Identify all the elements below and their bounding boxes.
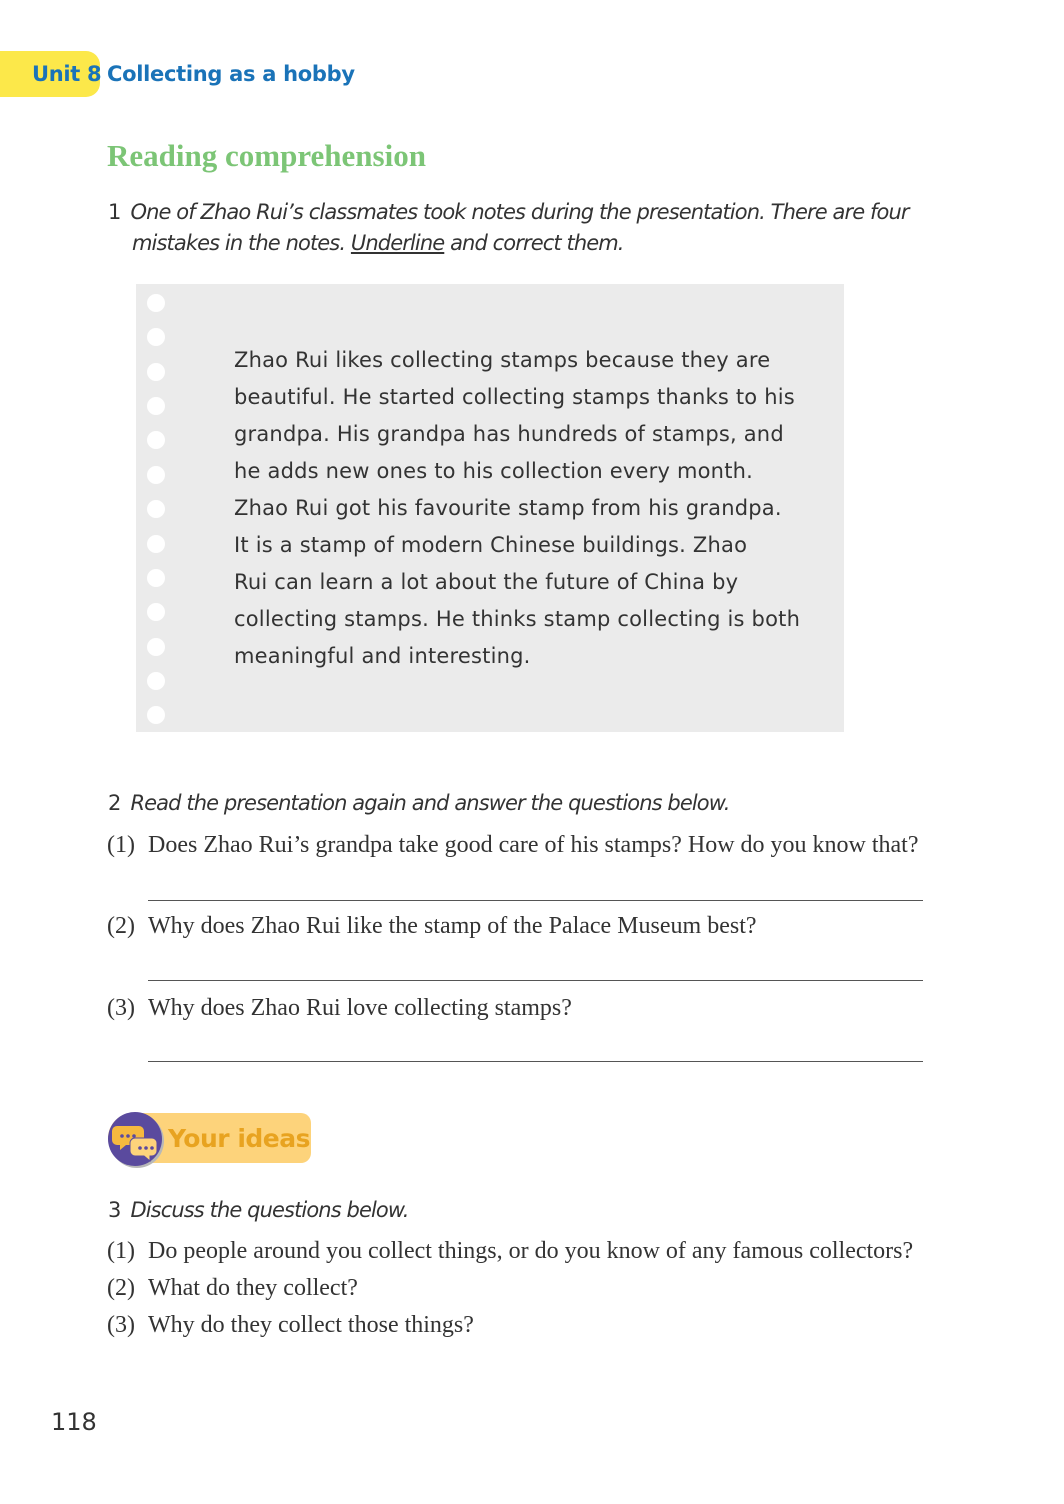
binder-hole (147, 363, 165, 381)
question-number: (2) (107, 1275, 135, 1301)
task2-question-2 (107, 913, 757, 940)
task1-text-after: and correct them. (450, 231, 624, 255)
notes-line: Rui can learn a lot about the future of China by (234, 570, 739, 594)
notes-box (136, 284, 844, 732)
notes-line: grandpa. His grandpa has hundreds of stamps, and (234, 422, 784, 446)
unit-label: Unit 8 (32, 62, 102, 86)
answer-line-2[interactable] (148, 980, 923, 981)
underline-word: Underline (350, 231, 445, 255)
task2-instruction (108, 788, 729, 819)
binder-hole (147, 328, 165, 346)
task2-question-3 (107, 995, 572, 1022)
binder-hole (147, 431, 165, 449)
task3-instruction (108, 1195, 409, 1226)
question-number: (2) (107, 913, 135, 939)
notes-line: collecting stamps. He thinks stamp collecting is both (234, 607, 801, 631)
binder-hole (147, 569, 165, 587)
your-ideas-label: Your ideas (168, 1124, 310, 1153)
task1-text-line2: mistakes in the notes. (132, 231, 346, 255)
notes-line: meaningful and interesting. (234, 644, 531, 668)
question-text: What do they collect? (148, 1275, 358, 1301)
question-number: (1) (107, 832, 135, 858)
task3-question-1 (107, 1238, 913, 1265)
question-number: (3) (107, 995, 135, 1021)
task1-number: 1 (108, 200, 121, 224)
binder-hole (147, 294, 165, 312)
notes-line: It is a stamp of modern Chinese buildings. Zhao (234, 533, 748, 557)
question-text: Do people around you collect things, or do you know of any famous collectors? (148, 1238, 914, 1264)
question-text: Does Zhao Rui’s grandpa take good care of his stamps? How do you know that? (148, 832, 919, 858)
task1-instruction-line2 (132, 228, 624, 259)
binder-hole (147, 535, 165, 553)
notes-line: beautiful. He started collecting stamps thanks to his (234, 385, 795, 409)
binder-hole (147, 638, 165, 656)
binder-hole (147, 706, 165, 724)
task3-question-3 (107, 1312, 474, 1339)
notes-text (234, 342, 819, 675)
binder-hole (147, 500, 165, 518)
task3-number: 3 (108, 1198, 121, 1222)
answer-line-1[interactable] (148, 900, 923, 901)
question-text: Why do they collect those things? (148, 1312, 474, 1338)
task3-question-2 (107, 1275, 358, 1302)
task2-text: Read the presentation again and answer the questions below. (130, 791, 730, 815)
notes-line: Zhao Rui got his favourite stamp from his grandpa. (234, 496, 782, 520)
task1-text: One of Zhao Rui’s classmates took notes during the presentation. There are four (130, 200, 909, 224)
binder-hole (147, 466, 165, 484)
task2-number: 2 (108, 791, 121, 815)
notes-line: Zhao Rui likes collecting stamps because they are (234, 348, 771, 372)
answer-line-3[interactable] (148, 1061, 923, 1062)
question-number: (1) (107, 1238, 135, 1264)
notes-line: he adds new ones to his collection every month. (234, 459, 754, 483)
section-heading: Reading comprehension (107, 138, 426, 173)
task3-text: Discuss the questions below. (130, 1198, 409, 1222)
unit-title: Collecting as a hobby (107, 62, 355, 86)
chat-bubbles-icon (108, 1112, 162, 1166)
binder-hole (147, 672, 165, 690)
binder-hole (147, 603, 165, 621)
page-number: 118 (51, 1408, 97, 1436)
question-text: Why does Zhao Rui like the stamp of the Palace Museum best? (148, 913, 757, 939)
task2-question-1 (107, 832, 919, 859)
question-number: (3) (107, 1312, 135, 1338)
task1-instruction-line1 (108, 197, 909, 228)
binder-hole (147, 397, 165, 415)
question-text: Why does Zhao Rui love collecting stamps? (148, 995, 572, 1021)
